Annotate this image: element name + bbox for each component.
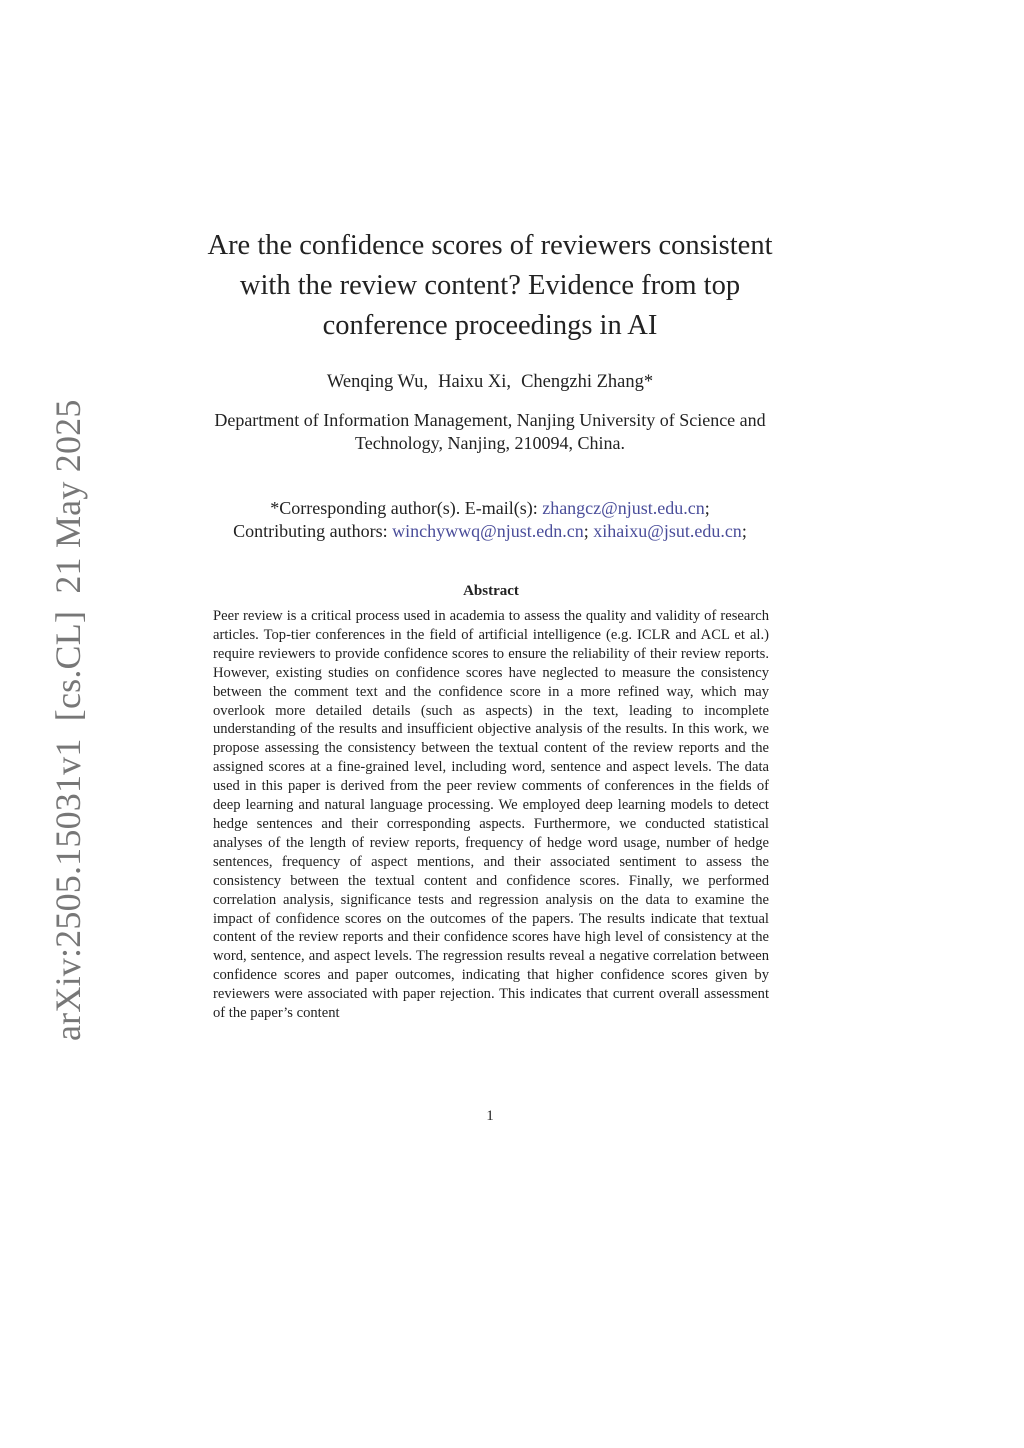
corresponding-email-link[interactable]: zhangcz@njust.edu.cn (542, 498, 705, 518)
contributing-email-link-1[interactable]: winchywwq@njust.edn.cn (392, 521, 584, 541)
separator: ; (741, 521, 747, 541)
arxiv-category: [cs.CL] (48, 610, 88, 722)
abstract-heading: Abstract (463, 583, 519, 599)
corresponding-line (150, 497, 830, 520)
author-name: Chengzhi Zhang* (521, 372, 654, 392)
contact-block (150, 497, 830, 543)
separator: ; (583, 521, 594, 541)
author-name: Haixu Xi, (438, 372, 512, 392)
author-list (190, 372, 790, 393)
contributing-line (150, 520, 830, 543)
arxiv-id: arXiv:2505.15031v1 (48, 738, 88, 1041)
arxiv-date: 21 May 2025 (48, 399, 88, 594)
contributing-label: Contributing authors: (233, 521, 393, 541)
contributing-email-link-2[interactable]: xihaixu@jsut.edu.cn (593, 521, 742, 541)
corresponding-label: *Corresponding author(s). E-mail(s): (270, 498, 543, 518)
arxiv-identifier-stamp (47, 399, 89, 1045)
abstract-text: Peer review is a critical process used in academia to assess the quality and validity of research articles. Top-tier conferences in the field of artificial intelligence (e.g. ICLR and ACL et al.) require reviewers to provide confidence scores to ensure the reliability of their review reports. However, existing studies on confidence scores have neglected to measure the consistency between the comment text and the confidence score in a more refined way, which may overlook more detailed details (such as aspects) in the text, leading to incomplete understanding of the results and insufficient objective analysis of the results. In this work, we propose assessing the consistency between the textual content of the review reports and the assigned scores at a fine-grained level, including word, sentence and aspect levels. The data used in this paper is derived from the peer review comments of conferences in the fields of deep learning and natural language processing. We employed deep learning models to detect hedge sentences and their corresponding aspects. Furthermore, we conducted statistical analyses of the length of review reports, frequency of hedge word usage, number of hedge sentences, frequency of aspect mentions, and their associated sentiment to assess the consistency between the textual content and confidence scores. Finally, we performed correlation analysis, significance tests and regression analysis on the data to examine the impact of confidence scores on the outcomes of the papers. The results indicate that textual content of the review reports and their confidence scores have high level of consistency at the word, sentence, and aspect levels. The regression results reveal a negative correlation between confidence scores and paper outcomes, indicating that higher confidence scores given by reviewers were associated with paper rejection. This indicates that current overall assessment of the paper’s content (213, 608, 769, 1022)
affiliation: Department of Information Management, Nanjing University of Science and Technology, Nanjing, 210094, China. (214, 410, 766, 453)
separator: ; (704, 498, 710, 518)
paper-title: Are the confidence scores of reviewers consistent with the review content? Evidence from top conference proceedings in AI (207, 230, 773, 341)
page-number: 1 (486, 1108, 494, 1124)
author-name: Wenqing Wu, (326, 372, 429, 392)
